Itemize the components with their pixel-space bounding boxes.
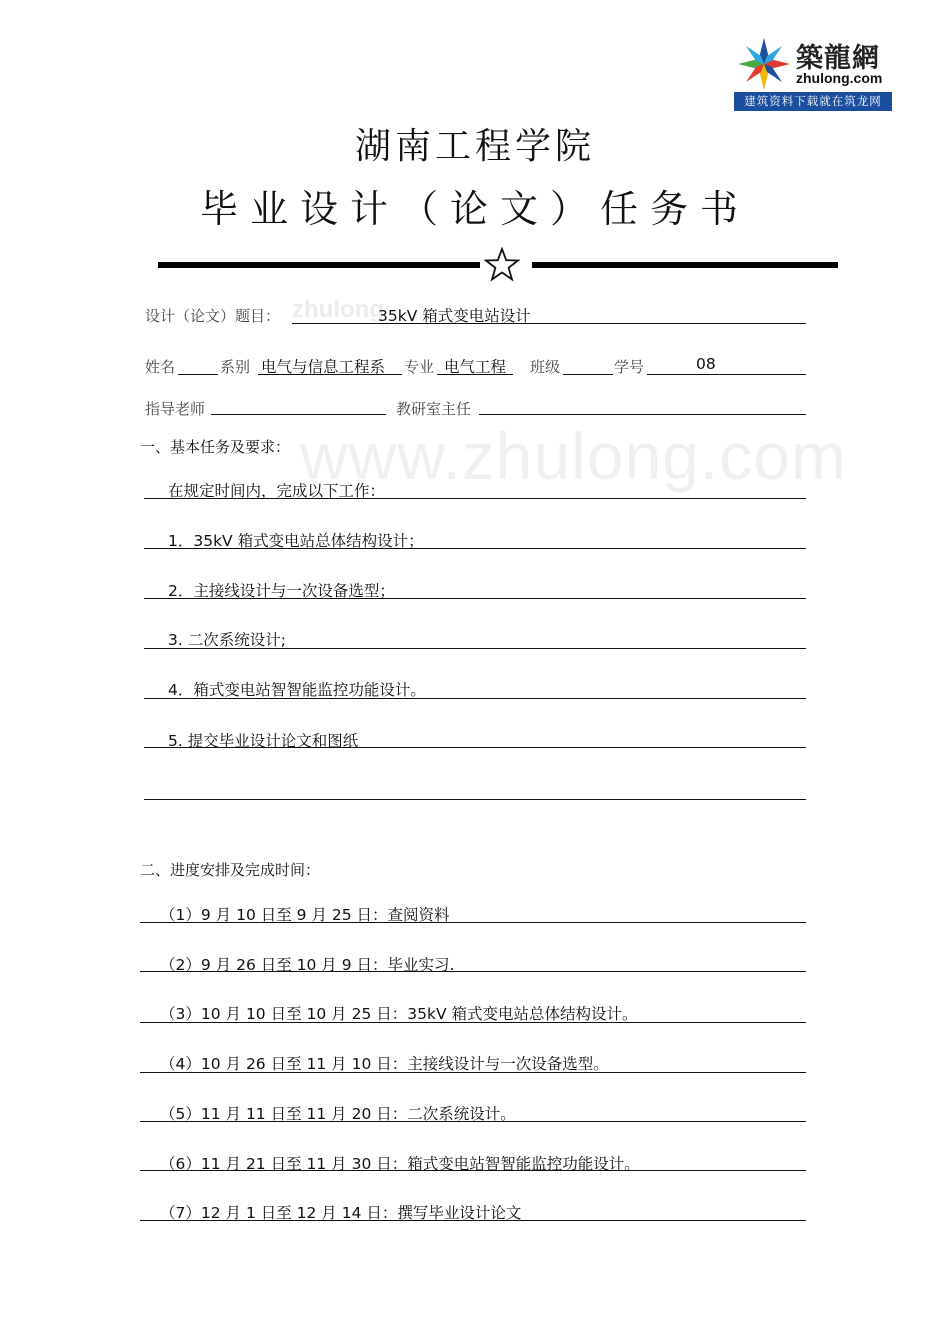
title-divider-left xyxy=(158,262,480,268)
task-item: 2．主接线设计与一次设备选型； xyxy=(168,582,395,600)
task-item: 4．箱式变电站智智能监控功能设计。 xyxy=(168,681,426,699)
logo-name-cn: 築龍網 xyxy=(796,43,880,74)
dept-label: 系别 xyxy=(220,358,251,376)
schedule-item: （6）11 月 21 日至 11 月 30 日：箱式变电站智智能监控功能设计。 xyxy=(160,1155,640,1173)
task-item: 3. 二次系统设计; xyxy=(168,631,286,649)
director-field[interactable] xyxy=(479,414,806,415)
name-label: 姓名 xyxy=(145,358,176,376)
task-item: 1．35kV 箱式变电站总体结构设计； xyxy=(168,532,424,550)
schedule-line xyxy=(140,1072,806,1073)
schedule-item: （2）9 月 26 日至 10 月 9 日：毕业实习. xyxy=(160,956,455,974)
advisor-label: 指导老师 xyxy=(145,400,206,418)
topic-field[interactable]: 35kV 箱式变电站设计 xyxy=(378,307,531,325)
watermark-inline: zhulong xyxy=(292,296,384,323)
schedule-item: （4）10 月 26 日至 11 月 10 日：主接线设计与一次设备选型。 xyxy=(160,1055,609,1073)
watermark-url: www.zhulong.com xyxy=(300,419,847,493)
school-name: 湖南工程学院 xyxy=(354,126,595,167)
tasks-intro: 在规定时间内，完成以下工作： xyxy=(168,482,386,500)
advisor-field[interactable] xyxy=(211,414,386,415)
task-line xyxy=(144,498,806,499)
schedule-item: （3）10 月 10 日至 10 月 25 日：35kV 箱式变电站总体结构设计。 xyxy=(160,1005,638,1023)
star-icon xyxy=(484,247,520,283)
director-label: 教研室主任 xyxy=(396,400,472,418)
document-title: 毕业设计（论文）任务书 xyxy=(199,187,750,231)
title-divider-right xyxy=(532,262,838,268)
name-field[interactable] xyxy=(178,374,218,375)
dept-field[interactable]: 电气与信息工程系 xyxy=(261,358,386,376)
schedule-line xyxy=(140,1022,806,1023)
student-id-field[interactable]: 08 xyxy=(696,355,716,373)
class-label: 班级 xyxy=(530,358,561,376)
task-line xyxy=(144,648,806,649)
schedule-line xyxy=(140,922,806,923)
schedule-item: （1）9 月 10 日至 9 月 25 日：查阅资料 xyxy=(160,906,450,924)
topic-underline xyxy=(292,323,806,324)
task-line xyxy=(144,548,806,549)
task-item: 5. 提交毕业设计论文和图纸 xyxy=(168,732,359,750)
logo-slogan: 建筑资料下载就在筑龙网 xyxy=(734,92,892,111)
schedule-line xyxy=(140,1121,806,1122)
schedule-item: （7）12 月 1 日至 12 月 14 日：撰写毕业设计论文 xyxy=(160,1204,522,1222)
schedule-line xyxy=(140,971,806,972)
logo-name-en: zhulong.com xyxy=(796,70,883,86)
class-field[interactable] xyxy=(563,374,613,375)
schedule-line xyxy=(140,1170,806,1171)
task-line xyxy=(144,698,806,699)
schedule-heading: 二、进度安排及完成时间： xyxy=(140,861,321,879)
tasks-heading: 一、基本任务及要求： xyxy=(140,438,291,456)
topic-label: 设计（论文）题目： xyxy=(145,307,281,325)
major-field[interactable]: 电气工程 xyxy=(444,358,507,376)
student-id-label: 学号 xyxy=(614,358,645,376)
major-label: 专业 xyxy=(404,358,435,376)
zhulong-logo-icon xyxy=(736,36,792,92)
student-id-underline xyxy=(647,374,806,375)
schedule-line xyxy=(140,1220,806,1221)
task-line-blank xyxy=(144,799,806,800)
task-line xyxy=(144,598,806,599)
schedule-item: （5）11 月 11 日至 11 月 20 日：二次系统设计。 xyxy=(160,1105,516,1123)
task-line xyxy=(144,747,806,748)
zhulong-logo[interactable] xyxy=(734,34,892,112)
